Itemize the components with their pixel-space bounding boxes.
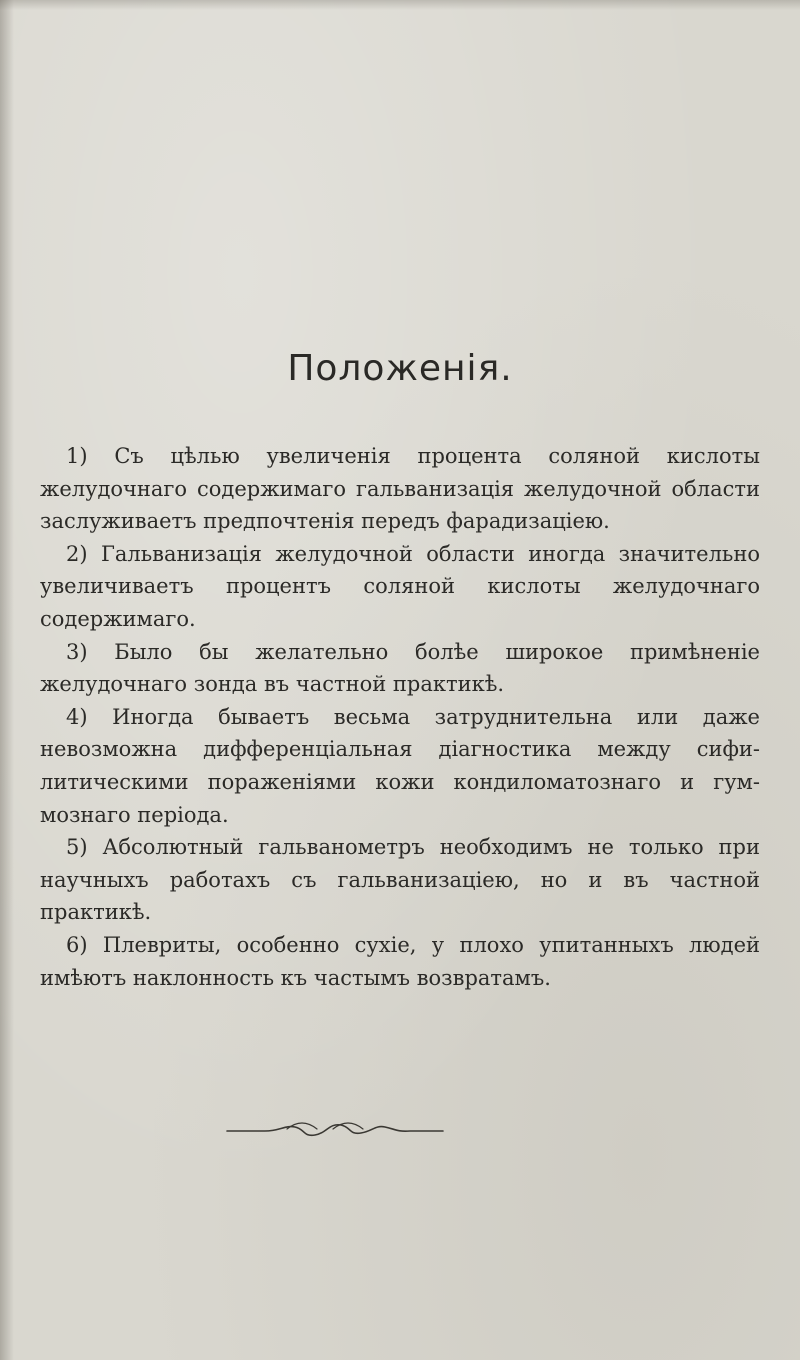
page-edge-shadow (0, 0, 14, 1360)
thesis-3: 3) Было бы желательно болѣе широкое примѣненіе желудочнаго зонда въ частной практикѣ. (40, 639, 760, 697)
thesis-4: 4) Иногда бываетъ весьма затруднительна или даже невозможна дифференціальная діагностика между сифилитическими пораженіями кожи кондиломатознаго и гуммознаго періода. (40, 704, 760, 827)
theses-list (40, 440, 760, 994)
thesis-2: 2) Гальванизація желудочной области иногда значительно увеличиваетъ процентъ соляной кислоты желудочнаго содержимаго. (40, 541, 760, 631)
page-top-shadow (0, 0, 800, 10)
page-title: Положенія. (287, 348, 513, 389)
thesis-5: 5) Абсолютный гальванометръ необходимъ не только при научныхъ работахъ съ гальванизаціею, но и въ частной практикѣ. (40, 835, 760, 925)
decorative-ornament-icon (225, 1115, 445, 1145)
thesis-6: 6) Плевриты, особенно сухіе, у плохо упитанныхъ людей имѣютъ наклонность къ частымъ возвратамъ. (40, 932, 760, 990)
thesis-1: 1) Съ цѣлью увеличенія процента соляной кислоты желудочнаго содержимаго гальванизація желудочной области заслуживаетъ предпочтенія передъ фарадизаціею. (40, 444, 760, 534)
